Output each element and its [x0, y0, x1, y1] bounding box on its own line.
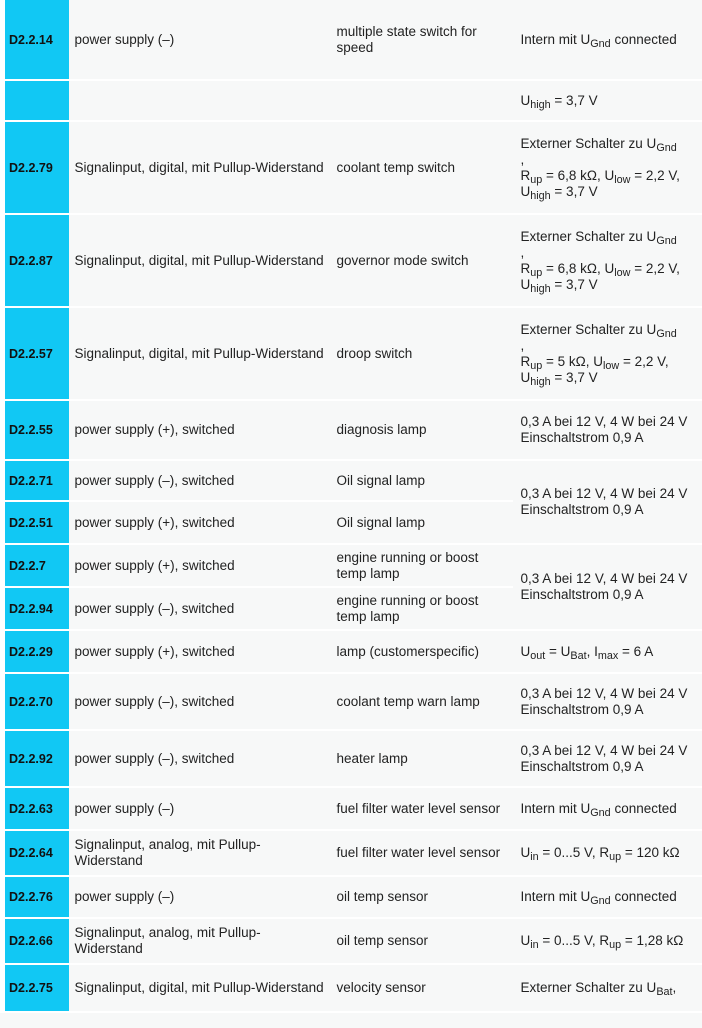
pin-id-cell: D2.2.29 [3, 630, 69, 673]
spec-text: = 2,2 V, U [520, 260, 680, 292]
table-row [3, 544, 702, 587]
spec-line [521, 933, 701, 949]
spec-line [521, 980, 701, 996]
spec-subscript: high [530, 98, 551, 111]
table-row [3, 121, 702, 214]
signal-type-cell: power supply (–) [69, 787, 331, 830]
pin-id-cell: D2.2.92 [3, 730, 69, 787]
spec-subscript: up [609, 851, 622, 863]
spec-text: = 2,2 V, U [520, 353, 669, 385]
spec-text: U [520, 933, 531, 948]
spec-subscript: max [597, 649, 619, 662]
table-row [3, 460, 702, 501]
spec-text: = 3,7 V [550, 92, 598, 108]
pin-id-cell: D2.2.14 [3, 0, 69, 80]
spec-subscript: Bat [570, 649, 587, 662]
specification-cell [513, 630, 702, 673]
signal-type-cell: Signalinput, digital, mit Pullup-Widerstand [69, 121, 331, 214]
table-row [3, 730, 702, 787]
pin-id-cell: D2.2.63 [3, 787, 69, 830]
specification-cell [513, 673, 702, 730]
spec-line [521, 414, 701, 430]
pin-table-body [3, 0, 702, 1012]
signal-type-cell: power supply (+), switched [69, 400, 331, 460]
table-row [3, 0, 702, 80]
spec-subscript: Gnd [590, 806, 611, 819]
spec-text: Einschaltstrom 0,9 A [520, 430, 644, 445]
signal-type-cell: power supply (–), switched [69, 587, 331, 630]
function-cell: oil temp sensor [331, 876, 513, 918]
spec-line [521, 430, 701, 446]
specification-cell [513, 787, 702, 830]
function-cell: Oil signal lamp [331, 460, 513, 501]
spec-subscript: Gnd [656, 234, 677, 247]
table-row [3, 964, 702, 1012]
spec-subscript: in [530, 939, 539, 951]
spec-line [521, 486, 701, 502]
spec-subscript: high [530, 189, 551, 202]
function-cell: velocity sensor [331, 964, 513, 1012]
spec-line [521, 686, 701, 702]
spec-subscript: high [530, 282, 551, 295]
spec-subscript: up [530, 266, 543, 279]
spec-text: , [672, 980, 677, 995]
spec-line [521, 354, 701, 386]
signal-type-cell: power supply (+), switched [69, 544, 331, 587]
signal-type-cell: Signalinput, analog, mit Pullup-Widerstand [69, 830, 331, 876]
spec-line [521, 889, 701, 905]
spec-subscript: Gnd [656, 141, 677, 154]
function-cell: oil temp sensor [331, 918, 513, 964]
spec-text: Intern mit U [520, 800, 591, 816]
spec-text: connected [610, 800, 677, 816]
function-cell: lamp (customerspecific) [331, 630, 513, 673]
table-row [3, 214, 702, 307]
signal-type-cell: power supply (–), switched [69, 673, 331, 730]
spec-text: = 3,7 V [550, 369, 598, 385]
spec-text: Intern mit U [520, 889, 591, 904]
spec-text: , [520, 337, 525, 353]
table-row [3, 918, 702, 964]
spec-text: = 5 kΩ, U [542, 353, 604, 369]
spec-line [521, 759, 701, 775]
table-row [3, 876, 702, 918]
spec-text: U [520, 92, 531, 108]
specification-cell [513, 544, 702, 630]
spec-text: Externer Schalter zu U [520, 135, 657, 151]
function-cell: engine running or boost temp lamp [331, 587, 513, 630]
spec-line [521, 845, 701, 861]
spec-text: = 6 A [618, 643, 654, 659]
spec-line [521, 702, 701, 718]
spec-line [521, 644, 701, 660]
function-cell: diagnosis lamp [331, 400, 513, 460]
spec-text: = 2,2 V, U [520, 167, 680, 199]
spec-subscript: up [530, 173, 543, 186]
spec-text: Intern mit U [520, 31, 591, 47]
specification-cell [513, 964, 702, 1012]
function-cell: fuel filter water level sensor [331, 830, 513, 876]
spec-text: R [520, 260, 531, 276]
pin-id-cell: D2.2.71 [3, 460, 69, 501]
signal-type-cell [69, 80, 331, 121]
specification-cell [513, 307, 702, 400]
spec-line [521, 32, 701, 48]
spec-line [521, 152, 701, 168]
spec-subscript: Gnd [656, 327, 677, 340]
specification-cell [513, 0, 702, 80]
spec-line [521, 245, 701, 261]
function-cell [331, 80, 513, 121]
function-cell: droop switch [331, 307, 513, 400]
spec-subscript: up [530, 359, 543, 372]
spec-text: Einschaltstrom 0,9 A [520, 701, 644, 717]
function-cell: coolant temp warn lamp [331, 673, 513, 730]
spec-line [521, 743, 701, 759]
spec-text: = 6,8 kΩ, U [542, 260, 615, 276]
spec-text: Externer Schalter zu U [520, 228, 657, 244]
spec-text: , I [586, 643, 598, 659]
spec-text: 0,3 A bei 12 V, 4 W bei 24 V [520, 486, 688, 501]
specification-cell [513, 214, 702, 307]
pin-id-cell [3, 80, 69, 121]
spec-text: connected [610, 31, 677, 47]
spec-text: Einschaltstrom 0,9 A [520, 502, 644, 517]
signal-type-cell: Signalinput, digital, mit Pullup-Widerstand [69, 214, 331, 307]
spec-line [521, 261, 701, 293]
function-cell: Oil signal lamp [331, 501, 513, 544]
spec-text: 0,3 A bei 12 V, 4 W bei 24 V [520, 742, 688, 758]
spec-subscript: low [614, 173, 631, 186]
function-cell: engine running or boost temp lamp [331, 544, 513, 587]
spec-text: Einschaltstrom 0,9 A [520, 758, 644, 774]
table-row [3, 630, 702, 673]
specification-cell [513, 918, 702, 964]
signal-type-cell: power supply (–), switched [69, 730, 331, 787]
spec-subscript: low [614, 266, 631, 279]
pin-id-cell: D2.2.7 [3, 544, 69, 587]
spec-text: = 0...5 V, R [538, 845, 610, 860]
spec-subscript: out [530, 649, 546, 662]
signal-type-cell: power supply (+), switched [69, 501, 331, 544]
specification-cell [513, 460, 702, 544]
spec-line [521, 136, 701, 152]
table-row [3, 400, 702, 460]
spec-text: 0,3 A bei 12 V, 4 W bei 24 V [520, 414, 688, 429]
signal-type-cell: Signalinput, digital, mit Pullup-Widerstand [69, 964, 331, 1012]
signal-type-cell: power supply (–) [69, 0, 331, 80]
function-cell: coolant temp switch [331, 121, 513, 214]
spec-text: = 1,28 kΩ [621, 933, 684, 948]
spec-line [521, 801, 701, 817]
signal-type-cell: power supply (–) [69, 876, 331, 918]
pin-id-cell: D2.2.51 [3, 501, 69, 544]
spec-text: U [520, 845, 531, 860]
spec-text: = 3,7 V [550, 276, 598, 292]
spec-subscript: high [530, 375, 551, 388]
pin-id-cell: D2.2.55 [3, 400, 69, 460]
spec-line [521, 168, 701, 200]
spec-text: = 0...5 V, R [538, 933, 610, 948]
table-row [3, 673, 702, 730]
pin-id-cell: D2.2.94 [3, 587, 69, 630]
pin-id-cell: D2.2.57 [3, 307, 69, 400]
specification-cell [513, 121, 702, 214]
spec-text: = U [545, 643, 571, 659]
table-row [3, 830, 702, 876]
spec-text: = 6,8 kΩ, U [542, 167, 615, 183]
pin-id-cell: D2.2.76 [3, 876, 69, 918]
spec-text: 0,3 A bei 12 V, 4 W bei 24 V [520, 571, 688, 586]
spec-subscript: low [603, 359, 620, 372]
table-row [3, 80, 702, 121]
specification-cell [513, 400, 702, 460]
function-cell: fuel filter water level sensor [331, 787, 513, 830]
table-row [3, 307, 702, 400]
pin-id-cell: D2.2.70 [3, 673, 69, 730]
function-cell: heater lamp [331, 730, 513, 787]
function-cell: governor mode switch [331, 214, 513, 307]
spec-subscript: up [609, 939, 622, 951]
function-cell: multiple state switch for speed [331, 0, 513, 80]
pin-id-cell: D2.2.64 [3, 830, 69, 876]
spec-subscript: Gnd [590, 37, 611, 50]
spec-line [521, 322, 701, 338]
spec-text: R [520, 353, 531, 369]
spec-text: , [520, 244, 525, 260]
spec-line [521, 338, 701, 354]
spec-text: 0,3 A bei 12 V, 4 W bei 24 V [520, 685, 688, 701]
spec-text: R [520, 167, 531, 183]
spec-subscript: in [530, 851, 539, 863]
spec-text: Externer Schalter zu U [520, 980, 657, 995]
spec-text: connected [610, 889, 677, 904]
table-row [3, 787, 702, 830]
spec-line [521, 502, 701, 518]
pin-id-cell: D2.2.66 [3, 918, 69, 964]
pin-id-cell: D2.2.75 [3, 964, 69, 1012]
spec-text: U [520, 643, 531, 659]
spec-line [521, 229, 701, 245]
spec-line [521, 93, 701, 109]
spec-text: = 120 kΩ [621, 845, 680, 860]
spec-text: = 3,7 V [550, 183, 598, 199]
specification-cell [513, 876, 702, 918]
signal-type-cell: power supply (–), switched [69, 460, 331, 501]
spec-text: , [520, 151, 525, 167]
spec-subscript: Gnd [590, 895, 611, 907]
pin-id-cell: D2.2.87 [3, 214, 69, 307]
specification-cell [513, 80, 702, 121]
spec-subscript: Bat [656, 986, 673, 998]
spec-text: Einschaltstrom 0,9 A [520, 587, 644, 602]
spec-text: Externer Schalter zu U [520, 321, 657, 337]
specification-cell [513, 830, 702, 876]
signal-type-cell: Signalinput, digital, mit Pullup-Widerstand [69, 307, 331, 400]
signal-type-cell: power supply (+), switched [69, 630, 331, 673]
specification-cell [513, 730, 702, 787]
spec-line [521, 587, 701, 603]
pin-id-cell: D2.2.79 [3, 121, 69, 214]
spec-line [521, 571, 701, 587]
signal-type-cell: Signalinput, analog, mit Pullup-Widerstand [69, 918, 331, 964]
